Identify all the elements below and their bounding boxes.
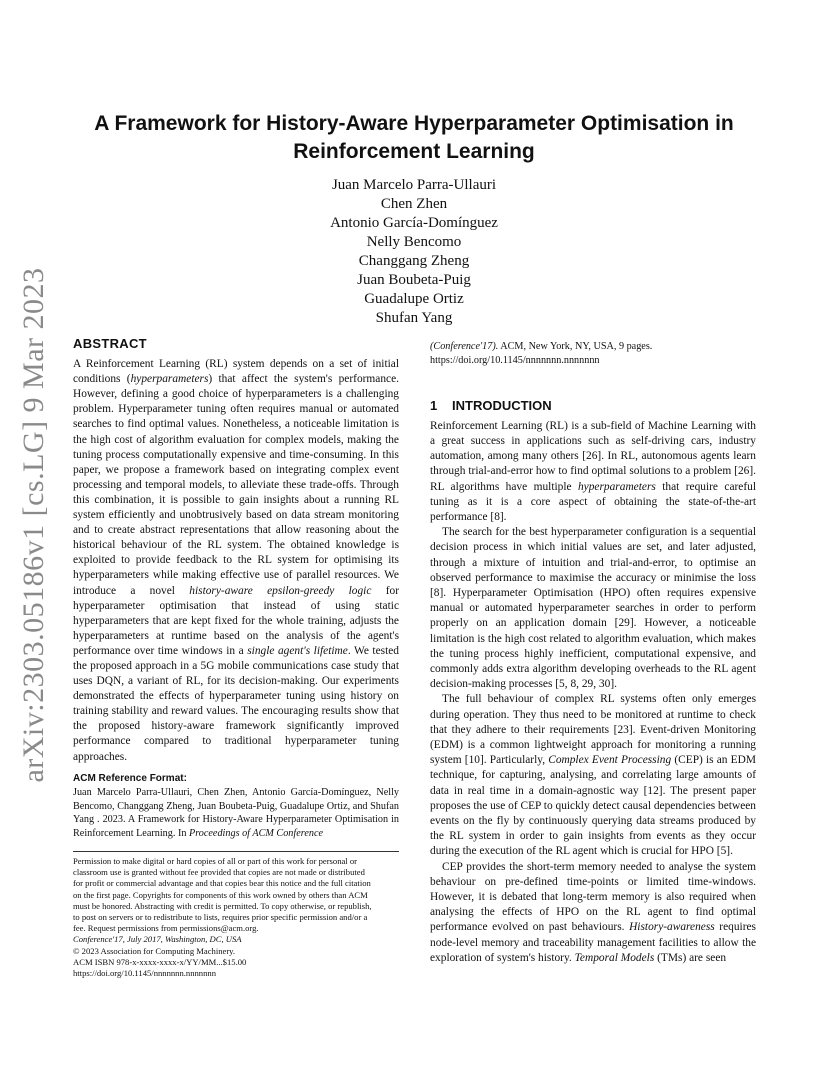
section-heading-introduction: 1 INTRODUCTION bbox=[430, 397, 552, 413]
conference-info: Conference'17, July 2017, Washington, DC, USA bbox=[73, 934, 242, 945]
intro-paragraph: The search for the best hyperparameter configuration is a sequential decision process in which initial values are set, and later adjusted, through a mixture of intuition and trial-and-error, to optimise an observed performance to maximise the accuracy or minimise the loss [8]. Hyperparameter Optimisation (HPO) often requires expensive manual or automated hyperparameter searches in order to perform properly on an application domain [29]. However, a noticeable limitation is the high cost related to algorithm evaluation, which makes the tuning process highly inefficient, computational expensive, and commonly adds extra algorithm developing overheads to the RL agent decision-making processes [5, 8, 29, 30]. bbox=[430, 526, 756, 691]
author-list bbox=[200, 176, 628, 328]
copyright-line: © 2023 Association for Computing Machinery. bbox=[73, 945, 236, 956]
author-name: Juan Boubeta-Puig bbox=[357, 272, 471, 288]
author-name: Shufan Yang bbox=[375, 310, 453, 326]
acm-reference-continuation: (Conference'17). ACM, New York, NY, USA, 9 pages. https://doi.org/10.1145/nnnnnnn.nnnnnnn bbox=[430, 341, 653, 366]
author-name: Nelly Bencomo bbox=[366, 234, 462, 250]
author-name: Chen Zhen bbox=[380, 196, 448, 212]
isbn-line: ACM ISBN 978-x-xxxx-xxxx-x/YY/MM...$15.00 bbox=[73, 956, 247, 967]
arxiv-identifier: arXiv:2303.05186v1 [cs.LG] 9 Mar 2023 bbox=[17, 267, 50, 783]
permission-notice: Permission to make digital or hard copies of all or part of this work for personal or classroom use is granted without fee provided that copies are not made or distributed for profit or commercial advantage and that copies bear this notice and the full citation on the first page. Copyrights for components of this work owned by others than ACM must be honored. Abstracting with credit is permitted. To copy otherwise, or republish, to post on servers or to redistribute to lists, requires prior specific permission and/or a fee. Request permissions from permissions@acm.org. Conference'17, July 2017, Washington, DC, USA © 2023 Association for Computing Machinery. ACM ISBN 978-x-xxxx-xxxx-x/YY/MM...$15.00 https://doi.org/10.1145/nnnnnnn.nnnnnnn bbox=[73, 856, 399, 979]
paper-title: A Framework for History-Aware Hyperparameter Optimisation in Reinforcement Learning bbox=[94, 112, 734, 163]
introduction-body bbox=[430, 419, 756, 966]
left-column bbox=[73, 336, 399, 979]
right-column bbox=[430, 340, 756, 966]
intro-paragraph: Reinforcement Learning (RL) is a sub-field of Machine Learning with a great success in applications such as self-driving cars, industry automation, among many others [26]. In RL, autonomous agents learn through trial-and-error how to find optimal solutions to a problem [26]. RL algorithms have multiple hyperparameters that require careful tuning as it is a core aspect of obtaining the state-of-the-art performance [8]. bbox=[430, 419, 756, 523]
author-name: Juan Marcelo Parra-Ullauri bbox=[331, 177, 497, 193]
abstract-text: A Reinforcement Learning (RL) system depends on a set of initial conditions (hyperparameters) that affect the system's performance. However, defining a good choice of hyperparameters is a challenging problem. Hyperparameter tuning often requires manual or automated searches to find optimal values. Nonetheless, a noticeable limitation is the high cost of algorithm evaluation for complex models, making the tuning process computationally expensive and time-consuming. In this paper, we propose a framework based on integrating complex event processing and temporal models, to alleviate these trade-offs. Through this combination, it is possible to gain insights about a running RL system efficiently and unobtrusively based on data stream monitoring and to create abstract representations that allow reasoning about the historical behaviour of the RL system. The obtained knowledge is exploited to provide feedback to the RL system for optimising its hyperparameters while making effective use of parallel resources. We introduce a novel history-aware epsilon-greedy logic for hyperparameter optimisation that instead of using static hyperparameters that are kept fixed for the whole training, adjusts the hyperparameters at runtime based on the analysis of the agent's performance over time windows in a single agent's lifetime. We tested the proposed approach in a 5G mobile communications case study that uses DQN, a variant of RL, for its decision-making. Our experiments demonstrated the effects of hyperparameter tuning using history on training stability and reward values. The encouraging results show that the proposed history-aware framework significantly improved performance compared to traditional hyperparameter tuning approaches. bbox=[73, 358, 399, 763]
doi-link[interactable]: https://doi.org/10.1145/nnnnnnn.nnnnnnn bbox=[73, 967, 216, 978]
acm-reference-text: Juan Marcelo Parra-Ullauri, Chen Zhen, Antonio García-Domínguez, Nelly Bencomo, Changgang Zheng, Juan Boubeta-Puig, Guadalupe Ortiz, and Shufan Yang . 2023. A Framework for History-Aware Hyperparameter Optimisation in Reinforcement Learning. In Proceedings of ACM Conference bbox=[73, 786, 399, 840]
author-name: Antonio García-Domínguez bbox=[330, 215, 498, 231]
intro-paragraph: The full behaviour of complex RL systems often only emerges during operation. They thus need to be monitored at runtime to check that they adhere to their requirements [23]. Event-driven Monitoring (EDM) is a common lightweight approach for monitoring a running system [10]. Particularly, Complex Event Processing (CEP) is an EDM technique, for capturing, analysing, and correlating large amounts of data in real time in a domain-agnostic way [12]. The present paper proposes the use of CEP to quickly detect causal dependencies between events on the fly by continuously querying data streams produced by the RL system in order to gain insights from events as they occur during the execution of the RL agent which is crucial for HPO [5]. bbox=[430, 693, 757, 858]
acm-reference-heading: ACM Reference Format: bbox=[73, 772, 187, 784]
author-name: Guadalupe Ortiz bbox=[364, 291, 464, 307]
author-name: Changgang Zheng bbox=[358, 253, 470, 269]
footnote-divider bbox=[73, 851, 399, 852]
intro-paragraph: CEP provides the short-term memory needed to analyse the system behaviour on pre-defined time-points or limited time-windows. However, it is debated that long-term memory is also required when analysing the effects of HPO on the RL agent to find optimal performance evolved on past behaviours. History-awareness requires node-level memory and traceability management facilities to allow the exploration of system's history. Temporal Models (TMs) are seen bbox=[430, 860, 756, 964]
abstract-heading: ABSTRACT bbox=[73, 336, 147, 351]
arxiv-identifier-sidebar bbox=[12, 267, 56, 783]
